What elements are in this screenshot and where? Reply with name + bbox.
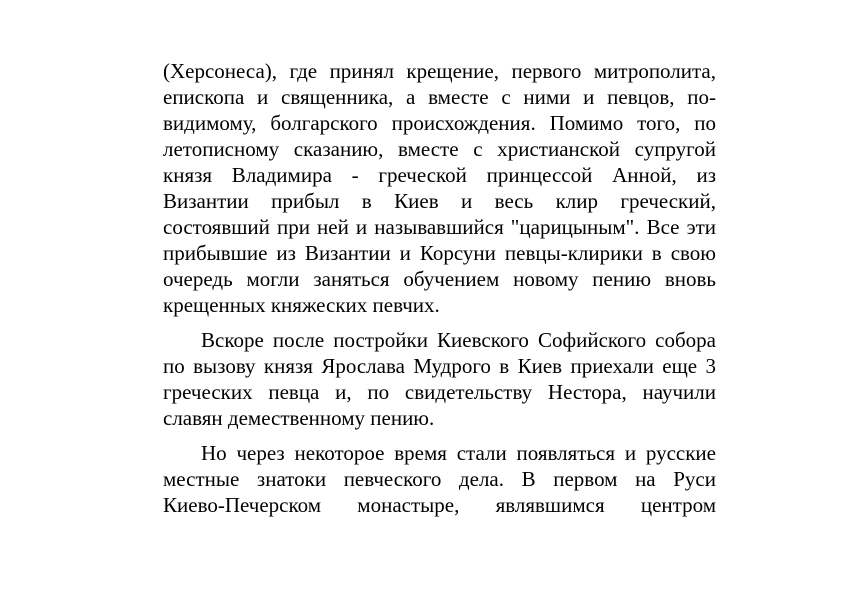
paragraph-1 [163, 58, 716, 318]
text-line: очередь могли заняться обучением новому пению вновь [163, 267, 716, 291]
text-line: князя Владимира - греческой принцессой Анной, из [163, 163, 716, 187]
text-line: славян демественному пению. [163, 406, 435, 430]
paragraph-2 [163, 327, 716, 431]
text-line: епископа и священника, а вместе с ними и певцов, по- [163, 85, 716, 109]
paragraph-spacer [163, 318, 716, 327]
body-text [163, 58, 716, 518]
paragraph-3 [163, 440, 716, 518]
text-line: Но через некоторое время стали появляться и русские [201, 441, 716, 465]
text-line: Киево-Печерском монастыре, являвшимся центром [163, 493, 716, 517]
text-line: греческих певца и, по свидетельству Нестора, научили [163, 380, 716, 404]
text-line: видимому, болгарского происхождения. Помимо того, по [163, 111, 716, 135]
text-line: (Херсонеса), где принял крещение, первого митрополита, [163, 59, 716, 83]
text-line: по вызову князя Ярослава Мудрого в Киев приехали еще 3 [163, 354, 716, 378]
text-line: летописному сказанию, вместе с христианской супругой [163, 137, 716, 161]
text-line: местные знатоки певческого дела. В первом на Руси [163, 467, 716, 491]
text-line: состоявший при ней и называвшийся "царицыным". Все эти [163, 215, 716, 239]
text-line: Византии прибыл в Киев и весь клир греческий, [163, 189, 716, 213]
text-line: Вскоре после постройки Киевского Софийского собора [201, 328, 716, 352]
text-line: прибывшие из Византии и Корсуни певцы-клирики в свою [163, 241, 716, 265]
paragraph-spacer [163, 431, 716, 440]
text-line: крещенных княжеских певчих. [163, 293, 440, 317]
